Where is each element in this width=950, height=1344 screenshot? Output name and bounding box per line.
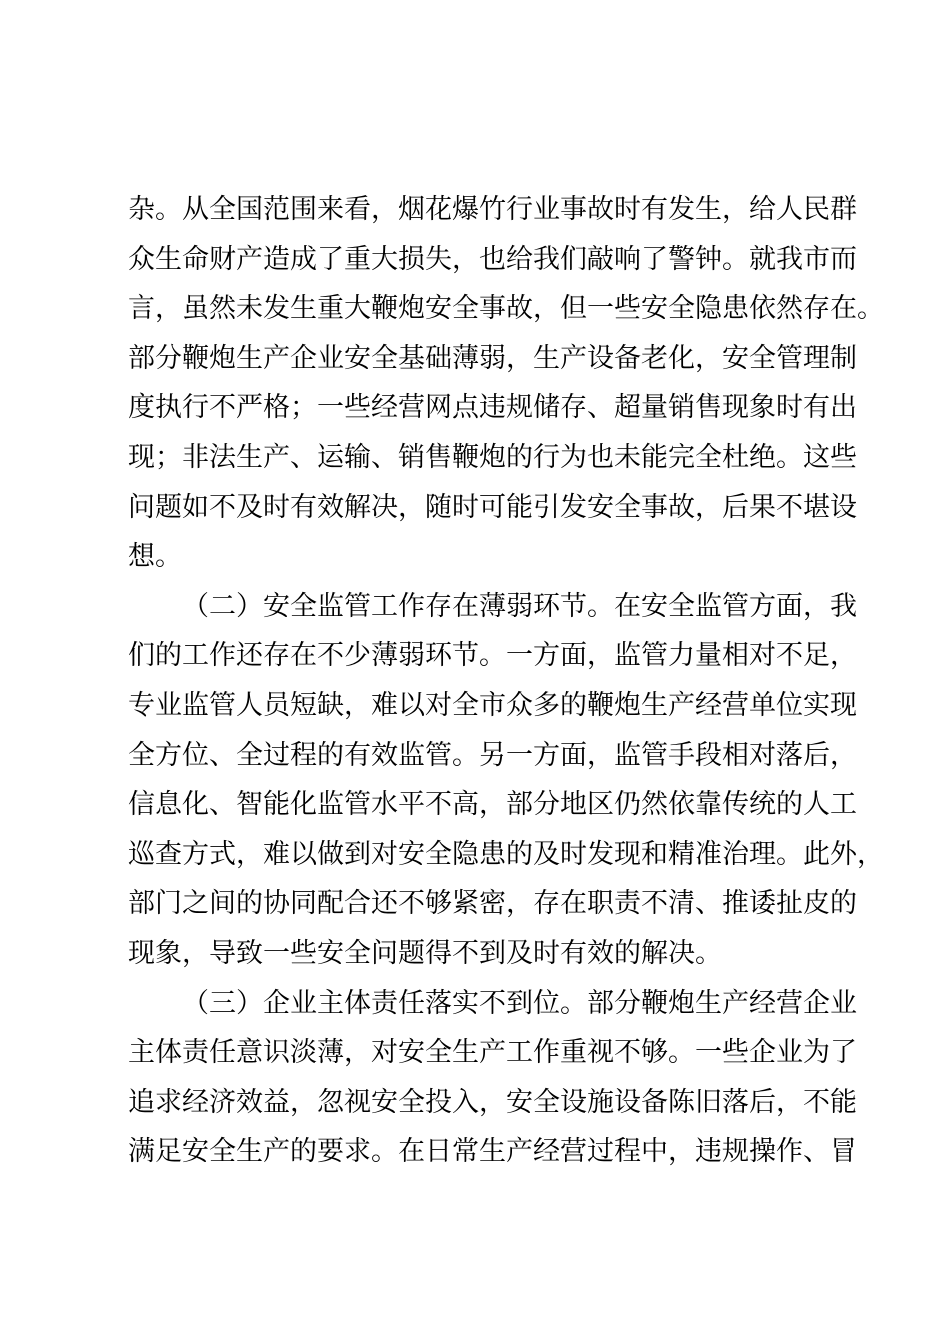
text-line: 们的工作还存在不少薄弱环节。一方面，监管力量相对不足， (128, 640, 857, 672)
text-line: 部分鞭炮生产企业安全基础薄弱，生产设备老化，安全管理制 (128, 342, 857, 374)
text-line: 现象，导致一些安全问题得不到及时有效的解决。 (128, 937, 722, 969)
text-line: 现；非法生产、运输、销售鞭炮的行为也未能完全杜绝。这些 (128, 441, 857, 473)
text-line: 部门之间的协同配合还不够紧密，存在职责不清、推诿扯皮的 (128, 888, 857, 920)
body-text (128, 185, 884, 1177)
text-line: 众生命财产造成了重大损失，也给我们敲响了警钟。就我市而 (128, 243, 857, 275)
text-line: 满足安全生产的要求。在日常生产经营过程中，违规操作、冒 (128, 1136, 857, 1168)
section-heading-line: （二）安全监管工作存在薄弱环节。在安全监管方面，我 (182, 590, 857, 622)
text-line: 专业监管人员短缺，难以对全市众多的鞭炮生产经营单位实现 (128, 689, 857, 721)
text-line: 度执行不严格；一些经营网点违规储存、超量销售现象时有出 (128, 392, 857, 424)
text-line: 杂。从全国范围来看，烟花爆竹行业事故时有发生，给人民群 (128, 194, 857, 225)
text-line: 巡查方式，难以做到对安全隐患的及时发现和精准治理。此外， (128, 838, 884, 870)
text-line: 追求经济效益，忽视安全投入，安全设施设备陈旧落后，不能 (128, 1086, 857, 1118)
text-line: 想。 (128, 541, 182, 573)
text-line: 信息化、智能化监管水平不高，部分地区仍然依靠传统的人工 (128, 789, 857, 821)
text-line: 言，虽然未发生重大鞭炮安全事故，但一些安全隐患依然存在。 (128, 293, 884, 325)
text-line: 全方位、全过程的有效监管。另一方面，监管手段相对落后， (128, 739, 857, 771)
section-heading-line: （三）企业主体责任落实不到位。部分鞭炮生产经营企业 (182, 987, 857, 1019)
text-line: 主体责任意识淡薄，对安全生产工作重视不够。一些企业为了 (128, 1037, 857, 1069)
text-line: 问题如不及时有效解决，随时可能引发安全事故，后果不堪设 (128, 491, 857, 523)
